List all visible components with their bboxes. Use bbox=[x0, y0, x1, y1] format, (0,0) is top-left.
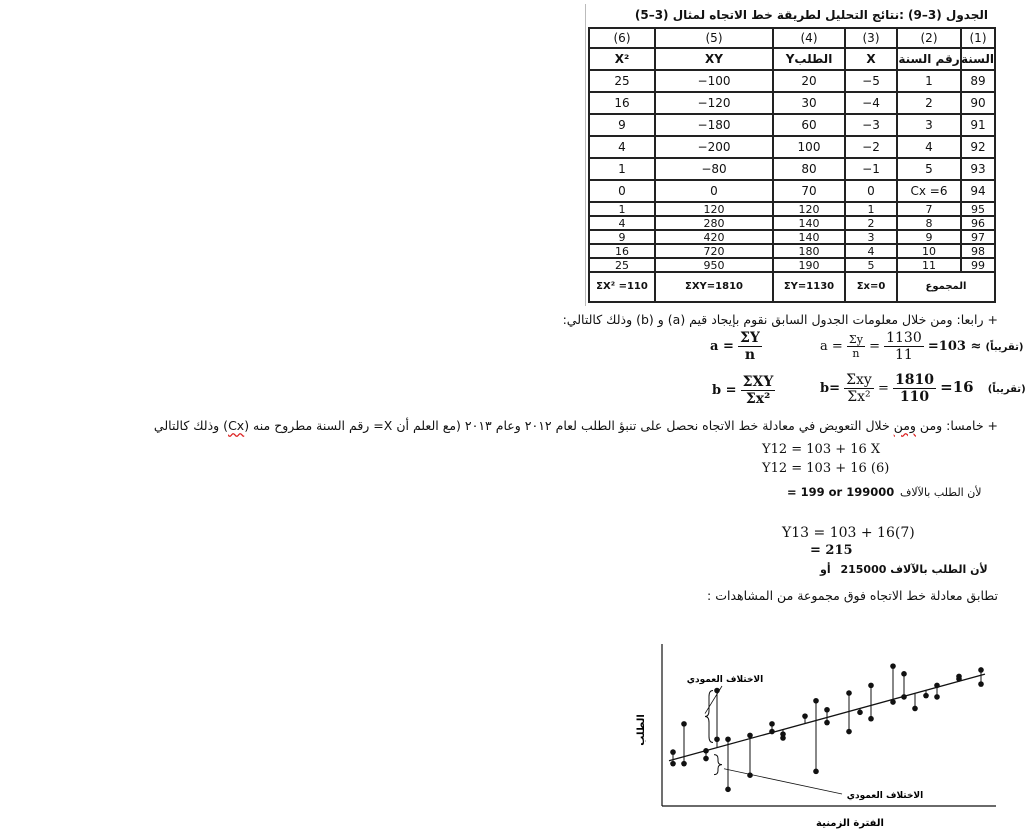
fit-text: تطابق معادلة خط الاتجاه فوق مجموعة من المشاهدات : bbox=[707, 588, 998, 603]
annotation-pointer-top bbox=[705, 686, 722, 714]
data-point bbox=[901, 671, 907, 677]
forecast-line-1: Y12 = 103 + 16 X bbox=[762, 442, 881, 457]
table-row bbox=[589, 136, 995, 158]
table-cell: 9 bbox=[589, 114, 655, 136]
section5-text-part: خلال التعويض في معادلة خط الاتجاه نحصل على تنبؤ الطلب لعام ٢٠١٢ وعام ٢٠١٣ (مع العلم أن X= رقم السنة مطروح منه ( bbox=[244, 418, 894, 433]
data-point bbox=[934, 694, 940, 700]
data-point bbox=[857, 710, 863, 716]
table-row bbox=[589, 202, 995, 216]
data-point bbox=[813, 769, 819, 775]
data-point bbox=[868, 683, 874, 689]
data-point bbox=[912, 706, 918, 712]
table-cell: 120 bbox=[773, 202, 845, 216]
trend-scatter-chart bbox=[630, 612, 1000, 834]
table-row bbox=[589, 70, 995, 92]
formula-result: =16 bbox=[940, 378, 974, 396]
formula-b-numeric bbox=[820, 372, 1026, 405]
table-totals-row bbox=[589, 272, 995, 302]
table-column-numbers bbox=[589, 28, 995, 48]
table-cell: 950 bbox=[655, 258, 773, 272]
table-cell: 0 bbox=[655, 180, 773, 202]
table-cell: 92 bbox=[961, 136, 995, 158]
section5-text-part: Cx bbox=[228, 418, 245, 433]
formula-lhs: a = bbox=[820, 339, 843, 354]
section5-text-part: ) وذلك كالتالي bbox=[153, 418, 229, 433]
data-point bbox=[824, 720, 830, 726]
table-cell: −2 bbox=[845, 136, 897, 158]
data-point bbox=[725, 787, 731, 793]
total-x: Σx=0 bbox=[845, 272, 897, 302]
data-point bbox=[681, 761, 687, 767]
total-x-squared: ΣX² =110 bbox=[589, 272, 655, 302]
table-cell: 3 bbox=[845, 230, 897, 244]
table-cell: 180 bbox=[773, 244, 845, 258]
col-number: (2) bbox=[897, 28, 961, 48]
table-row bbox=[589, 216, 995, 230]
chart-axes bbox=[662, 644, 996, 806]
data-point bbox=[890, 699, 896, 705]
data-point bbox=[670, 761, 676, 767]
table-row bbox=[589, 180, 995, 202]
forecast-line-6-value: 215000 bbox=[840, 563, 887, 576]
forecast-line-3-note: لأن الطلب بالآلاف bbox=[900, 486, 982, 499]
formula-denominator: 110 bbox=[899, 389, 930, 405]
table-cell: 120 bbox=[655, 202, 773, 216]
header-x-squared: X² bbox=[589, 48, 655, 70]
table-cell: 95 bbox=[961, 202, 995, 216]
table-cell: 91 bbox=[961, 114, 995, 136]
table-cell: 25 bbox=[589, 70, 655, 92]
data-point bbox=[769, 729, 775, 735]
formula-result: =103 ≈ bbox=[927, 339, 982, 354]
col-number: (1) bbox=[961, 28, 995, 48]
x-axis-label: الفترة الزمنية bbox=[816, 818, 884, 829]
section4-text: + رابعا: ومن خلال معلومات الجدول السابق نقوم بإيجاد قيم (a) و (b) وذلك كالتالي: bbox=[562, 312, 998, 327]
table-cell: 8 bbox=[897, 216, 961, 230]
table-cell: Cx =6 bbox=[897, 180, 961, 202]
col-number: (4) bbox=[773, 28, 845, 48]
annotation-top: الاختلاف العمودي bbox=[686, 675, 764, 685]
table-cell: 2 bbox=[845, 216, 897, 230]
table-cell: 60 bbox=[773, 114, 845, 136]
data-point bbox=[780, 735, 786, 741]
formula-equals: = bbox=[869, 339, 880, 354]
table-cell: 4 bbox=[589, 136, 655, 158]
totals-label: المجموع bbox=[897, 272, 995, 302]
table-cell: 140 bbox=[773, 230, 845, 244]
table-cell: −1 bbox=[845, 158, 897, 180]
table-cell: 720 bbox=[655, 244, 773, 258]
data-point bbox=[901, 694, 907, 700]
table-cell: 190 bbox=[773, 258, 845, 272]
col-number: (5) bbox=[655, 28, 773, 48]
table-cell: 93 bbox=[961, 158, 995, 180]
data-point bbox=[813, 698, 819, 704]
data-point bbox=[890, 663, 896, 669]
table-cell: 90 bbox=[961, 92, 995, 114]
table-cell: −200 bbox=[655, 136, 773, 158]
data-point bbox=[670, 749, 676, 755]
formula-denominator: 11 bbox=[895, 347, 913, 363]
table-cell: 5 bbox=[845, 258, 897, 272]
header-x: X bbox=[845, 48, 897, 70]
data-point bbox=[703, 756, 709, 762]
table-cell: 1 bbox=[589, 202, 655, 216]
table-cell: 1 bbox=[589, 158, 655, 180]
table-cell: 89 bbox=[961, 70, 995, 92]
header-year-number: رقم السنة bbox=[897, 48, 961, 70]
table-cell: 94 bbox=[961, 180, 995, 202]
data-point bbox=[681, 721, 687, 727]
table-caption: الجدول (3–9) :نتائج التحليل لطريقة خط الاتجاه لمثال (3–5) bbox=[634, 8, 988, 22]
table-cell: 99 bbox=[961, 258, 995, 272]
table-cell: −5 bbox=[845, 70, 897, 92]
header-demand-y: الطلبY bbox=[773, 48, 845, 70]
formula-numerator: 1810 bbox=[895, 372, 934, 388]
total-y: ΣY=1130 bbox=[773, 272, 845, 302]
col-number: (6) bbox=[589, 28, 655, 48]
table-cell: 30 bbox=[773, 92, 845, 114]
table-row bbox=[589, 158, 995, 180]
data-point bbox=[769, 721, 775, 727]
table-cell: 420 bbox=[655, 230, 773, 244]
header-xy: XY bbox=[655, 48, 773, 70]
table-cell: 11 bbox=[897, 258, 961, 272]
table-cell: 4 bbox=[845, 244, 897, 258]
table-body bbox=[589, 70, 995, 272]
formula-lhs: a = bbox=[710, 339, 734, 354]
table-cell: 1 bbox=[897, 70, 961, 92]
table-row bbox=[589, 92, 995, 114]
formula-a-numeric bbox=[820, 330, 1023, 363]
table-cell: 97 bbox=[961, 230, 995, 244]
table-cell: 10 bbox=[897, 244, 961, 258]
table-cell: 16 bbox=[589, 244, 655, 258]
table-cell: 0 bbox=[589, 180, 655, 202]
table-cell: 1 bbox=[845, 202, 897, 216]
table-cell: 98 bbox=[961, 244, 995, 258]
section5-text-part: ومن bbox=[893, 418, 916, 433]
forecast-line-6 bbox=[786, 563, 988, 576]
forecast-line-4: Y13 = 103 + 16(7) bbox=[782, 525, 915, 541]
data-point bbox=[714, 736, 720, 742]
annotation-pointer-bottom bbox=[724, 769, 842, 794]
table-cell: −120 bbox=[655, 92, 773, 114]
formula-numerator: Σy bbox=[848, 333, 863, 346]
formula-lhs: b = bbox=[712, 383, 737, 398]
approx-label: (تقريباً) bbox=[985, 342, 1024, 353]
forecast-line-6-prefix: أو bbox=[820, 563, 831, 576]
forecast-line-6-suffix: لأن الطلب بالآلاف bbox=[890, 563, 988, 576]
formula-denominator: n bbox=[852, 347, 860, 360]
annotation-brace-bottom bbox=[714, 755, 722, 775]
formula-equals: = bbox=[877, 381, 889, 396]
table-cell: 140 bbox=[773, 216, 845, 230]
table-cell: −180 bbox=[655, 114, 773, 136]
formula-numerator: ΣXY bbox=[742, 374, 774, 390]
table-cell: 25 bbox=[589, 258, 655, 272]
table-row bbox=[589, 244, 995, 258]
data-point bbox=[802, 713, 808, 719]
formula-denominator: Σx² bbox=[847, 389, 871, 405]
table-cell: −3 bbox=[845, 114, 897, 136]
table-cell: 3 bbox=[897, 114, 961, 136]
table-cell: 96 bbox=[961, 216, 995, 230]
results-table bbox=[588, 27, 996, 303]
table-row bbox=[589, 230, 995, 244]
approx-label: (تقريباً) bbox=[987, 384, 1026, 395]
table-cell: 7 bbox=[897, 202, 961, 216]
annotation-bottom: الاختلاف العمودي bbox=[846, 791, 924, 801]
table-cell: 5 bbox=[897, 158, 961, 180]
data-point bbox=[978, 681, 984, 687]
table-cell: 80 bbox=[773, 158, 845, 180]
data-point bbox=[923, 693, 929, 699]
forecast-line-2: Y12 = 103 + 16 (6) bbox=[762, 461, 890, 476]
table-row bbox=[589, 114, 995, 136]
y-axis-label: الطلب bbox=[636, 714, 647, 746]
formula-numerator: Σxy bbox=[846, 372, 872, 388]
table-cell: 100 bbox=[773, 136, 845, 158]
table-cell: 280 bbox=[655, 216, 773, 230]
total-xy: ΣXY=1810 bbox=[655, 272, 773, 302]
forecast-line-5: = 215 bbox=[810, 543, 853, 558]
formula-numerator: ΣY bbox=[739, 330, 760, 346]
data-point bbox=[956, 674, 962, 680]
table-cell: 20 bbox=[773, 70, 845, 92]
formula-denominator: Σx² bbox=[745, 391, 771, 407]
annotation-brace-top bbox=[705, 691, 713, 743]
formula-a-general bbox=[710, 330, 762, 363]
table-cell: 4 bbox=[897, 136, 961, 158]
section5-text bbox=[154, 418, 998, 433]
table-cell: 9 bbox=[897, 230, 961, 244]
data-point bbox=[824, 707, 830, 713]
col-number: (3) bbox=[845, 28, 897, 48]
formula-b-general bbox=[712, 374, 775, 407]
table-cell: −4 bbox=[845, 92, 897, 114]
table-cell: 70 bbox=[773, 180, 845, 202]
table-row bbox=[589, 258, 995, 272]
results-table-section bbox=[585, 4, 998, 306]
data-point bbox=[747, 772, 753, 778]
formula-numerator: 1130 bbox=[886, 330, 922, 346]
table-cell: 2 bbox=[897, 92, 961, 114]
data-point bbox=[978, 667, 984, 673]
data-point bbox=[725, 736, 731, 742]
forecast-line-3: = 199 or 199000 bbox=[787, 485, 895, 499]
table-cell: −100 bbox=[655, 70, 773, 92]
table-cell: −80 bbox=[655, 158, 773, 180]
data-point bbox=[868, 716, 874, 722]
section5-text-part: + خامسا: ومن bbox=[915, 418, 998, 433]
data-point bbox=[846, 690, 852, 696]
table-header-row bbox=[589, 48, 995, 70]
data-point bbox=[747, 733, 753, 739]
formula-denominator: n bbox=[744, 347, 756, 363]
header-year: السنة bbox=[961, 48, 995, 70]
table-cell: 9 bbox=[589, 230, 655, 244]
table-cell: 16 bbox=[589, 92, 655, 114]
formula-lhs: b= bbox=[820, 381, 840, 396]
data-point bbox=[846, 729, 852, 735]
table-cell: 4 bbox=[589, 216, 655, 230]
table-cell: 0 bbox=[845, 180, 897, 202]
